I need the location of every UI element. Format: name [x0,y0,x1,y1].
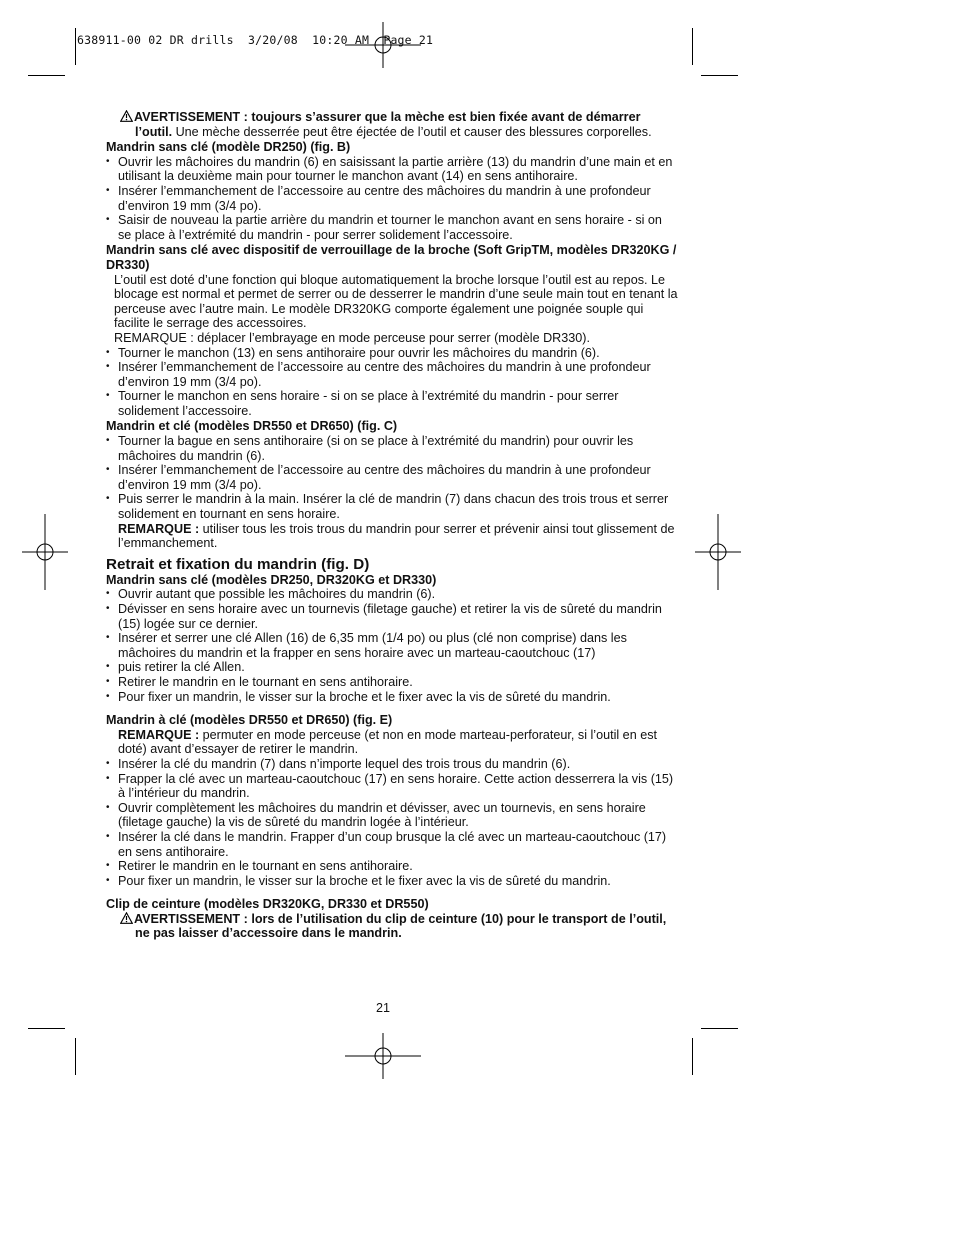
list-item: • Tourner le manchon (13) en sens antihoraire pour ouvrir les mâchoires du mandrin (6). [106,346,678,361]
remarque-keyed-removal-e [106,728,678,757]
remarque-text: permuter en mode perceuse (et non en mode marteau-perforateur, si l’outil en est doté) avant d’essayer de retirer le mandrin. [118,727,657,757]
list-keyed-removal-e [106,757,678,888]
registration-mark-right [695,514,741,590]
heading-belt-clip: Clip de ceinture (modèles DR320KG, DR330 et DR550) [106,897,429,912]
warning-triangle-icon [120,912,133,924]
list-item: • Insérer la clé dans le mandrin. Frapper d’un coup brusque la clé avec un marteau-caoutchouc (17) en sens antihoraire. [106,830,678,859]
print-slug-header: 638911-00 02 DR drills 3/20/08 10:20 AM Page 21 [77,33,434,47]
page-number: 21 [376,1001,391,1015]
warning-bit-secure [106,110,678,139]
list-item: • Puis serrer le mandrin à la main. Insérer la clé de mandrin (7) dans chacun des trois trous et serrer solidement en tournant en sens horaire. [106,492,678,521]
list-item: • Ouvrir autant que possible les mâchoires du mandrin (6). [106,587,678,602]
heading-keyless-removal: Mandrin sans clé (modèles DR250, DR320KG et DR330) [106,572,437,587]
registration-mark-left [22,514,68,590]
remarque-label: REMARQUE : [118,521,200,536]
registration-mark-bottom [345,1033,421,1079]
list-keyless-chuck-b [106,155,678,243]
warning-triangle-icon [120,110,133,122]
list-item: • Tourner la bague en sens antihoraire (si on se place à l’extrémité du mandrin) pour ouvrir les mâchoires du mandrin (6). [106,434,678,463]
list-item: • Saisir de nouveau la partie arrière du mandrin et tourner le manchon avant en sens horaire - si on se place à l’extrémité du mandrin - pour serrer solidement l’accessoire. [106,213,678,242]
list-item: • Frapper la clé avec un marteau-caoutchouc (17) en sens horaire. Cette action desserrera la vis (15) à l’intérieur du mandrin. [106,772,678,801]
list-item: • Insérer l’emmanchement de l’accessoire au centre des mâchoires du mandrin à une profondeur d’environ 19 mm (3/4 po). [106,360,678,389]
list-item: • Retirer le mandrin en le tournant en sens antihoraire. [106,675,678,690]
warning-label: AVERTISSEMENT : [134,911,248,926]
warning-bold-text: lors de l’utilisation du clip de ceinture (10) pour le transport de l’outil, ne pas laisser d’accessoire dans le mandrin. [135,911,667,941]
list-item: • Insérer la clé du mandrin (7) dans n’importe lequel des trois trous du mandrin (6). [106,757,678,772]
registration-mark-top [345,22,421,68]
heading-spindle-lock: Mandrin sans clé avec dispositif de verrouillage de la broche (Soft GripTM, modèles DR320KG / DR330) [106,243,677,272]
list-item: • Pour fixer un mandrin, le visser sur la broche et le fixer avec la vis de sûreté du mandrin. [106,690,678,705]
heading-keyless-chuck-b: Mandrin sans clé (modèle DR250) (fig. B) [106,140,351,155]
warning-text: Une mèche desserrée peut être éjectée de l’outil et causer des blessures corporelles. [172,124,652,139]
warning-bold-text: toujours s’assurer que la mèche est bien fixée avant de démarrer l’outil. [135,110,641,139]
list-item: • Tourner le manchon en sens horaire - si on se place à l’extrémité du mandrin - pour serrer solidement l’accessoire. [106,389,678,418]
remarque-label: REMARQUE : [118,727,200,742]
warning-label: AVERTISSEMENT : [134,110,248,124]
paragraph-spindle-lock: L’outil est doté d’une fonction qui bloque automatiquement la broche lorsque l’outil est au repos. Le blocage est normal et permet de serrer ou de desserrer le mandrin d’une seule main tout en tenant la perceuse avec l’autre main. Le modèle DR320KG comporte également une poignée souple qui facilite le serrage des accessoires. [114,272,678,331]
list-item: • Ouvrir complètement les mâchoires du mandrin et dévisser, avec un tournevis, en sens horaire (filetage gauche) la vis de sûreté du mandrin logée à l’intérieur. [106,801,678,830]
list-keyed-chuck-c [106,434,678,522]
remarque-text: utiliser tous les trois trous du mandrin pour serrer et prévenir ainsi tout glissement de l’emmanchement. [118,521,675,551]
list-item: • Insérer l’emmanchement de l’accessoire au centre des mâchoires du mandrin à une profondeur d’environ 19 mm (3/4 po). [106,463,678,492]
list-keyless-removal [106,587,678,704]
page-content [106,110,678,941]
list-item: • Ouvrir les mâchoires du mandrin (6) en saisissant la partie arrière (13) du mandrin d’une main et en utilisant la deuxième main pour tourner le manchon avant (14) en sens antihoraire. [106,155,678,184]
list-item: • Insérer et serrer une clé Allen (16) de 6,35 mm (1/4 po) ou plus (clé non comprise) dans les mâchoires du mandrin et la frapper en sens horaire avec un marteau-caoutchouc (17) [106,631,678,660]
list-item: • Retirer le mandrin en le tournant en sens antihoraire. [106,859,678,874]
list-item: • Dévisser en sens horaire avec un tournevis (filetage gauche) et retirer la vis de sûreté du mandrin (15) logée sur ce dernier. [106,602,678,631]
remarque-spindle-lock: REMARQUE : déplacer l’embrayage en mode perceuse pour serrer (modèle DR330). [114,330,590,345]
section-title-chuck-removal: Retrait et fixation du mandrin (fig. D) [106,555,370,573]
list-item: • Pour fixer un mandrin, le visser sur la broche et le fixer avec la vis de sûreté du mandrin. [106,874,678,889]
list-item: • Insérer l’emmanchement de l’accessoire au centre des mâchoires du mandrin à une profondeur d’environ 19 mm (3/4 po). [106,184,678,213]
list-item: • puis retirer la clé Allen. [106,660,678,675]
heading-keyed-chuck-c: Mandrin et clé (modèles DR550 et DR650) (fig. C) [106,419,398,434]
heading-keyed-removal-e: Mandrin à clé (modèles DR550 et DR650) (fig. E) [106,713,393,728]
remarque-keyed-chuck-c [106,522,678,551]
warning-belt-clip [106,912,678,941]
list-spindle-lock [106,346,678,419]
